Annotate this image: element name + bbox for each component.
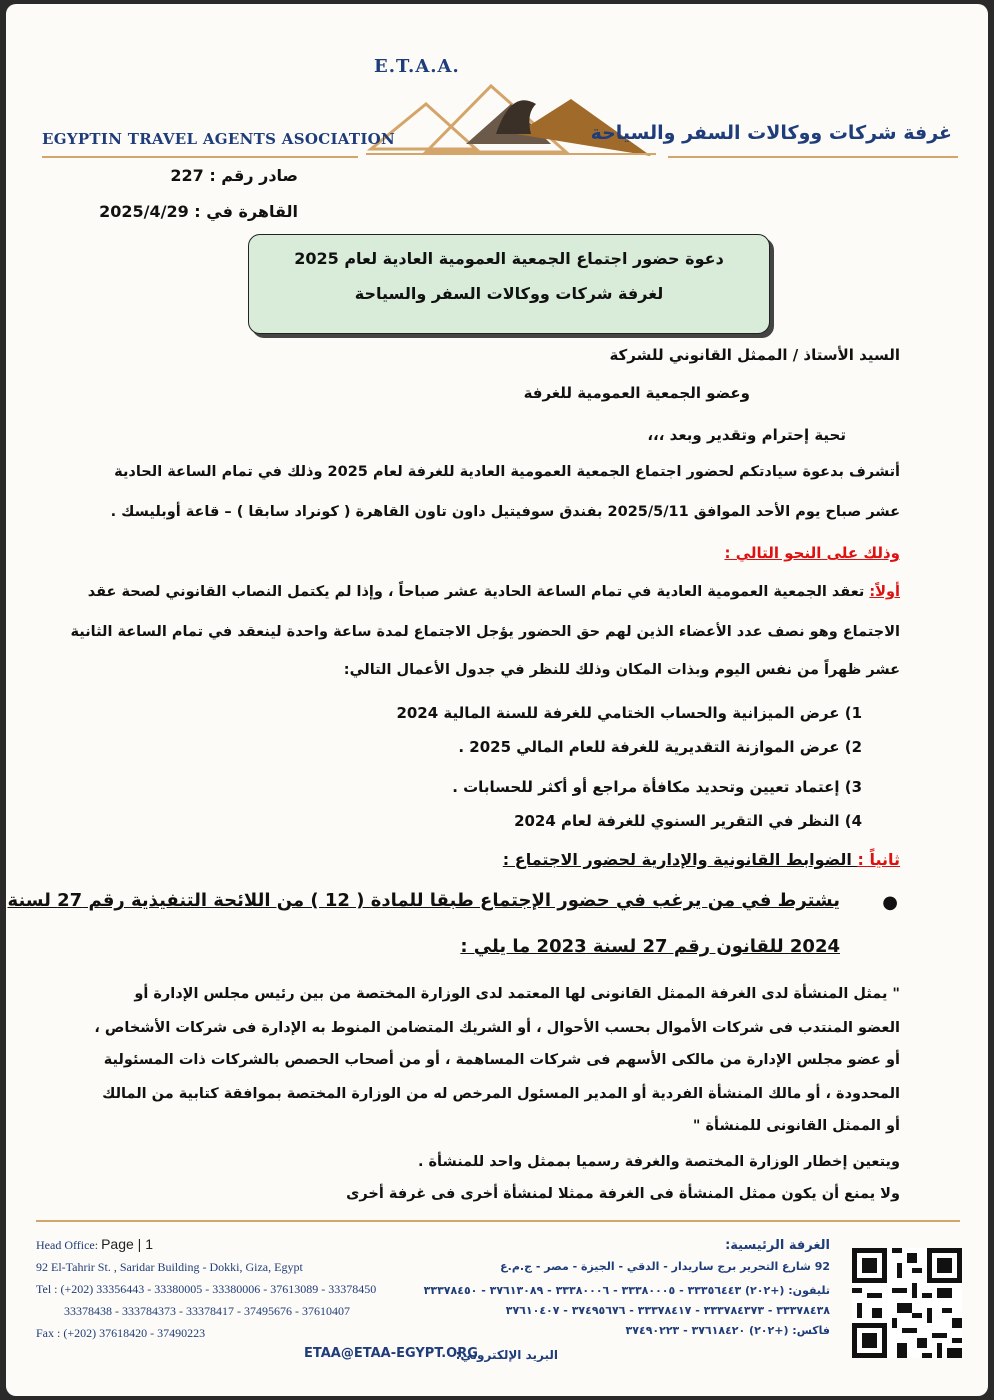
quote-line-4: المحدودة ، أو مالك المنشأة الفردية أو المدير المسئول المرخص له من الوزارة المختصة بموافقة كتابية من المالك xyxy=(102,1086,900,1102)
header-divider-left xyxy=(42,156,358,158)
quote-line-2: العضو المنتدب فى شركات الأموال بحسب الأحوال ، أو الشريك المتضامن المنوط به الإدارة فى شركات الأشخاص ، xyxy=(94,1020,900,1036)
footer-tel-ar-1: تليفون: (+٢٠٢) ٣٣٣٥٦٤٤٣ - ٣٣٣٨٠٠٠٥ - ٣٣٣٨٠٠٠٦ - ٣٧٦١٣٠٨٩ - ٣٣٣٧٨٤٥٠ xyxy=(423,1284,830,1297)
page-number: Page | 1 xyxy=(101,1236,153,1252)
first-item-line-2: الاجتماع وهو نصف عدد الأعضاء الذين لهم حق الحضور يؤجل الاجتماع لمدة ساعة واحدة لينعقد في تمام الساعة الثانية xyxy=(70,624,900,640)
footer-head-ar: الغرفة الرئيسية: xyxy=(725,1238,830,1253)
bullet-line-2: 2024 للقانون رقم 27 لسنة 2023 ما يلي : xyxy=(460,936,840,957)
logo-text: E.T.A.A. xyxy=(374,56,460,77)
agenda-item: 2) عرض الموازنة التقديرية للغرفة للعام المالي 2025 . xyxy=(458,738,862,756)
bullet-line-1: يشترط في من يرغب في حضور الإجتماع طبقا للمادة ( 12 ) من اللائحة التنفيذية رقم 27 لسنة xyxy=(7,890,840,911)
first-item-line-3: عشر ظهراً من نفس اليوم وبذات المكان وذلك للنظر في جدول الأعمال التالي: xyxy=(343,662,900,678)
agenda-item: 1) عرض الميزانية والحساب الختامي للغرفة للسنة المالية 2024 xyxy=(396,704,862,722)
second-title: الضوابط القانونية والإدارية لحضور الاجتماع : xyxy=(502,850,858,869)
agenda-item: 4) النظر في التقرير السنوي للغرفة لعام 2024 xyxy=(514,812,862,830)
greeting: تحية إحترام وتقدير وبعد ،،، xyxy=(647,426,846,444)
first-item-line-1 xyxy=(88,584,900,600)
pyramids-logo-icon xyxy=(366,74,656,164)
header-divider-right xyxy=(668,156,958,158)
as-follows-label: وذلك على النحو التالي : xyxy=(724,544,900,562)
footer-tel-ar-2: ٣٣٣٧٨٤٣٨ - ٣٣٣٧٨٤٣٧٣ - ٣٣٣٧٨٤١٧ - ٣٧٤٩٥٦٧٦ - ٣٧٦١٠٤٠٧ xyxy=(505,1304,830,1317)
footer-email[interactable]: ETAA@ETAA-EGYPT.ORG xyxy=(304,1346,478,1361)
note-line-2: ولا يمنع أن يكون ممثل المنشأة فى الغرفة ممثلا لمنشأة أخرى فى غرفة أخرى xyxy=(346,1186,900,1202)
footer-fax-ar: فاكس: (+٢٠٢) ٣٧٦١٨٤٢٠ - ٣٧٤٩٠٢٢٣ xyxy=(625,1324,830,1337)
salutation-2: وعضو الجمعية العمومية للغرفة xyxy=(523,384,750,402)
second-item-line xyxy=(503,850,900,869)
footer-address-en: 92 El-Tahrir St. , Saridar Building - Dokki, Giza, Egypt xyxy=(36,1260,303,1274)
footer-address-ar: 92 شارع التحرير برج ساريدار - الدقي - الجيزة - مصر - ج.م.ع xyxy=(500,1260,830,1273)
org-name-en: EGYPTIN TRAVEL AGENTS ASOCIATION xyxy=(42,130,396,148)
org-name-ar: غرفة شركات ووكالات السفر والسياحة xyxy=(590,122,952,144)
quote-line-5: أو الممثل القانونى للمنشأة " xyxy=(692,1118,900,1134)
footer-tel-en-1: Tel : (+202) 33356443 - 33380005 - 33380006 - 37613089 - 33378450 xyxy=(36,1282,377,1296)
note-line-1: ويتعين إخطار الوزارة المختصة والغرفة رسميا بممثل واحد للمنشأة . xyxy=(417,1154,900,1170)
ref-date: القاهرة في : 2025/4/29 xyxy=(99,202,298,221)
second-label: ثانياً : xyxy=(857,850,900,869)
footer-email-label: البريد الإلكتروني: xyxy=(455,1348,558,1362)
footer-tel-en-2: 33378438 - 333784373 - 33378417 - 37495676 - 37610407 xyxy=(64,1304,350,1318)
bullet-dot-icon: ● xyxy=(882,892,898,913)
qr-code-icon xyxy=(852,1248,962,1358)
quote-line-3: أو عضو مجلس الإدارة من مالكى الأسهم فى شركات المساهمة ، أو من أصحاب الحصص بالشركات ذات المسئولية xyxy=(103,1052,900,1068)
first-label: أولاً: xyxy=(869,584,900,600)
agenda-item: 3) إعتماد تعيين وتحديد مكافأة مراجع أو أكثر للحسابات . xyxy=(452,778,862,796)
head-office-label: Head Office: xyxy=(36,1238,99,1252)
title-line-1: دعوة حضور اجتماع الجمعية العمومية العادية لعام 2025 xyxy=(294,249,724,268)
document-page xyxy=(6,4,988,1396)
paragraph-1-line-1: أتشرف بدعوة سيادتكم لحضور اجتماع الجمعية العمومية العادية للغرفة لعام 2025 وذلك في تمام الساعة الحادية xyxy=(114,464,900,480)
paragraph-1-line-2: عشر صباح يوم الأحد الموافق 2025/5/11 بفندق سوفيتيل داون تاون القاهرة ( كونراد سابقا ) – قاعة أوبليسك . xyxy=(110,504,900,520)
title-box xyxy=(248,234,770,334)
ref-number: صادر رقم : 227 xyxy=(170,166,298,185)
footer-head-office xyxy=(36,1236,153,1253)
title-line-2: لغرفة شركات ووكالات السفر والسياحة xyxy=(354,284,664,303)
quote-line-1: " يمثل المنشأة لدى الغرفة الممثل القانونى لها المعتمد لدى الوزارة المختصة من بين رئيس مجلس الإدارة أو xyxy=(134,986,900,1002)
salutation-1: السيد الأستاذ / الممثل القانوني للشركة xyxy=(609,346,900,364)
first-text-1: تعقد الجمعية العمومية العادية في تمام الساعة الحادية عشر صباحاً ، وإذا لم يكتمل النصاب القانوني لصحة عقد xyxy=(87,584,870,600)
footer-divider xyxy=(36,1220,960,1222)
footer-fax-en: Fax : (+202) 37618420 - 37490223 xyxy=(36,1326,206,1340)
